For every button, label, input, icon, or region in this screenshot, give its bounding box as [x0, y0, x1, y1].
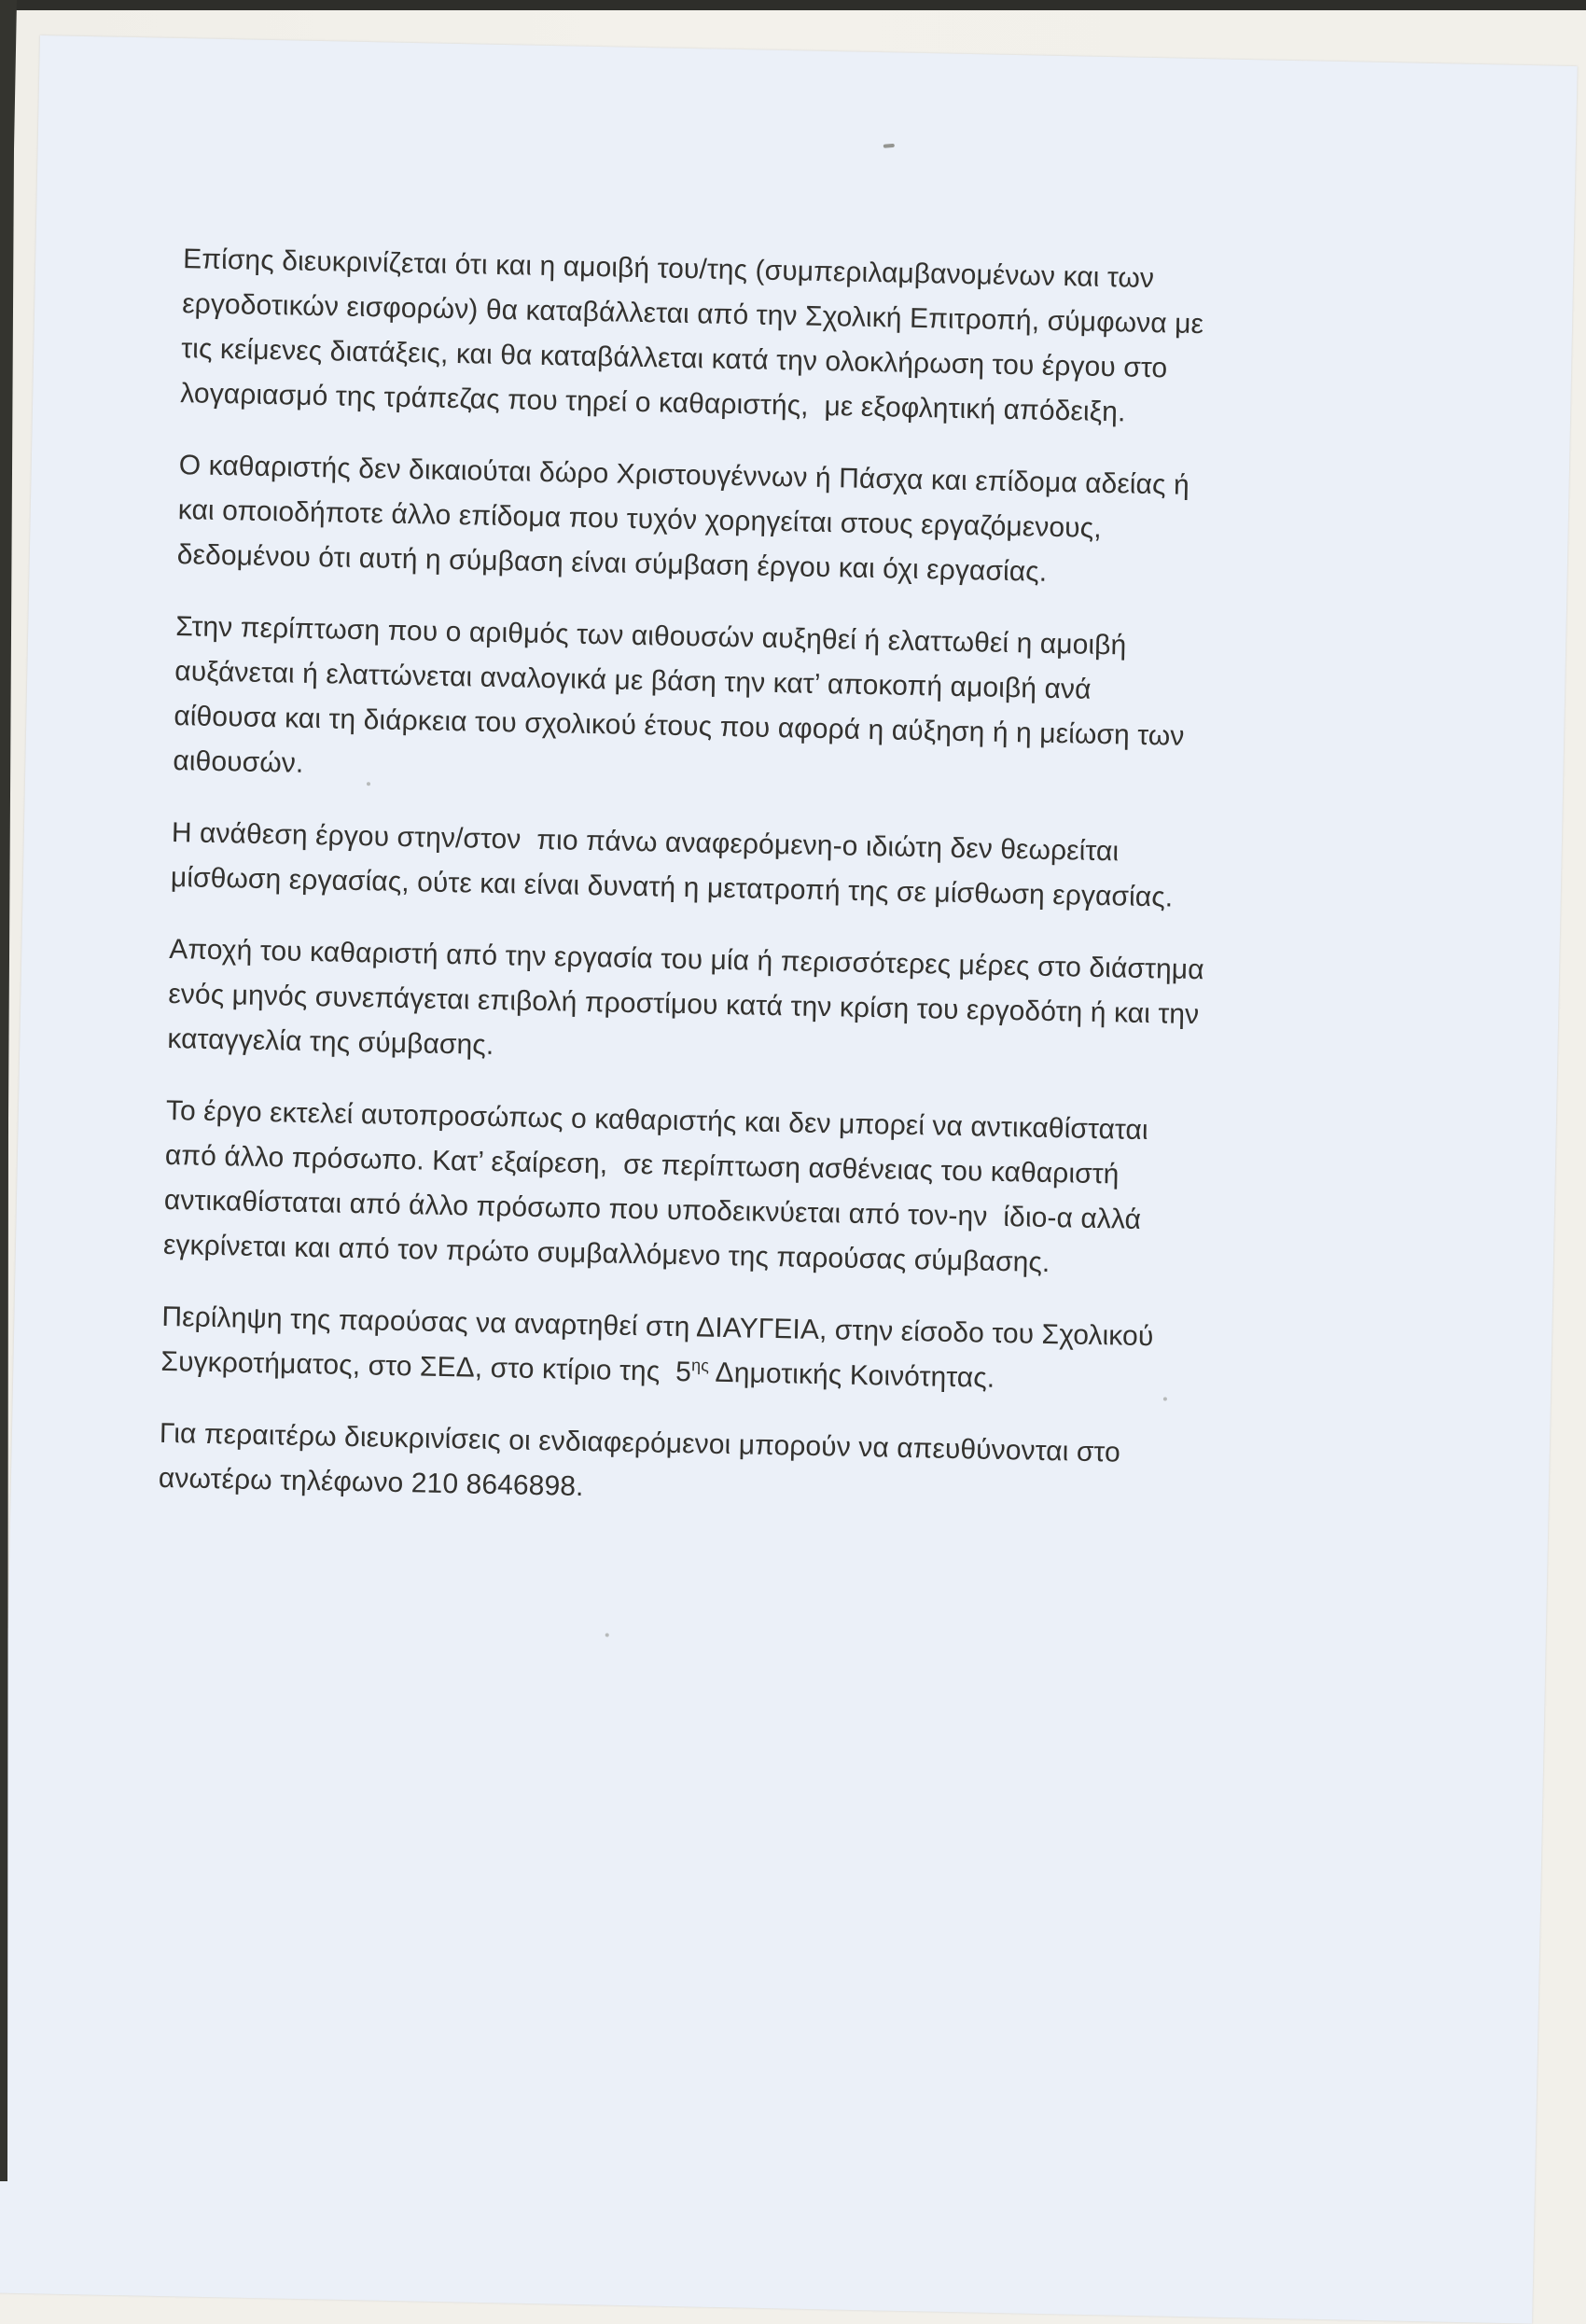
text-line: Το έργο εκτελεί αυτοπροσώπως ο καθαριστής και δεν μπορεί να αντικαθίσταται — [165, 1094, 1149, 1147]
text-segment: Δημοτικής Κοινότητας. — [708, 1357, 995, 1394]
text-line: Η ανάθεση έργου στην/στον πιο πάνω αναφερόμενη-ο ιδιώτη δεν θεωρείται — [171, 817, 1120, 868]
scan-speck — [883, 144, 895, 148]
text-line: εγκρίνεται και από τον πρώτο συμβαλλόμενο της παρούσας σύμβασης. — [162, 1229, 1050, 1278]
text-line: αντικαθίσταται από άλλο πρόσωπο που υποδεικνύεται από τον-ην ίδιο-α αλλά — [163, 1184, 1142, 1235]
text-line: από άλλο πρόσωπο. Κατ’ εξαίρεση, σε περίπτωση ασθένειας του καθαριστή — [164, 1139, 1120, 1190]
paragraph-payment-terms — [180, 237, 1397, 440]
ordinal-superscript: ης — [690, 1356, 710, 1375]
paragraph-absence-penalty — [167, 927, 1383, 1086]
paragraph-not-employment — [170, 811, 1384, 925]
paragraph-publication — [160, 1295, 1375, 1409]
text-line: τις κείμενες διατάξεις, και θα καταβάλλεται κατά την ολοκλήρωση του έργου στο — [180, 333, 1168, 384]
text-line: Στην περίπτωση που ο αριθμός των αιθουσών αυξηθεί ή ελαττωθεί η αμοιβή — [174, 611, 1127, 661]
document-text-block — [158, 237, 1397, 1552]
text-line: καταγγελία της σύμβασης. — [167, 1023, 494, 1061]
paragraph-no-bonuses — [176, 443, 1392, 602]
text-line: αυξάνεται ή ελαττώνεται αναλογικά με βάση την κατ’ αποκοπή αμοιβή ανά — [174, 656, 1092, 705]
text-line: λογαριασμό της τράπεζας που τηρεί ο καθαριστής, με εξοφλητική απόδειξη. — [180, 378, 1126, 428]
text-line: Επίσης διευκρινίζεται ότι και η αμοιβή του/της (συμπεριλαμβανομένων και των — [182, 244, 1155, 295]
text-line: Ο καθαριστής δεν δικαιούται δώρο Χριστουγέννων ή Πάσχα και επίδομα αδείας ή — [178, 450, 1190, 501]
scanned-document-page — [0, 35, 1578, 2324]
text-segment: Συγκροτήματος, στο ΣΕΔ, στο κτίριο της 5 — [160, 1345, 692, 1388]
scan-speck — [605, 1634, 609, 1637]
text-line: Για περαιτέρω διευκρινίσεις οι ενδιαφερόμενοι μπορούν να απευθύνονται στο — [159, 1417, 1121, 1468]
text-line: Περίληψη της παρούσας να αναρτηθεί στη ΔΙΑΥΓΕΙΑ, στην είσοδο του Σχολικού — [161, 1301, 1154, 1353]
text-line: αίθουσα και τη διάρκεια του σχολικού έτους που αφορά η αύξηση ή η μείωση των — [174, 701, 1185, 752]
paragraph-personal-execution — [163, 1089, 1380, 1292]
text-line: και οποιοδήποτε άλλο επίδομα που τυχόν χορηγείται στους εργαζόμενους, — [177, 494, 1103, 544]
text-line: δεδομένου ότι αυτή η σύμβαση είναι σύμβαση έργου και όχι εργασίας. — [176, 539, 1048, 588]
text-line: μίσθωση εργασίας, ούτε και είναι δυνατή η μετατροπή της σε μίσθωση εργασίας. — [170, 861, 1174, 913]
text-line: Αποχή του καθαριστή από την εργασία του μία ή περισσότερες μέρες στο διάστημα — [169, 933, 1204, 986]
paragraph-classroom-adjustment — [173, 605, 1389, 808]
text-line: αιθουσών. — [173, 745, 304, 779]
scan-top-border — [0, 0, 1586, 10]
paragraph-contact-info — [158, 1412, 1372, 1525]
text-line: εργοδοτικών εισφορών) θα καταβάλλεται από την Σχολική Επιτροπή, σύμφωνα με — [181, 288, 1204, 341]
text-line: ενός μηνός συνεπάγεται επιβολή προστίμου κατά την κρίση του εργοδότη ή και την — [168, 978, 1200, 1031]
text-line: ανωτέρω τηλέφωνο 210 8646898. — [158, 1462, 584, 1503]
